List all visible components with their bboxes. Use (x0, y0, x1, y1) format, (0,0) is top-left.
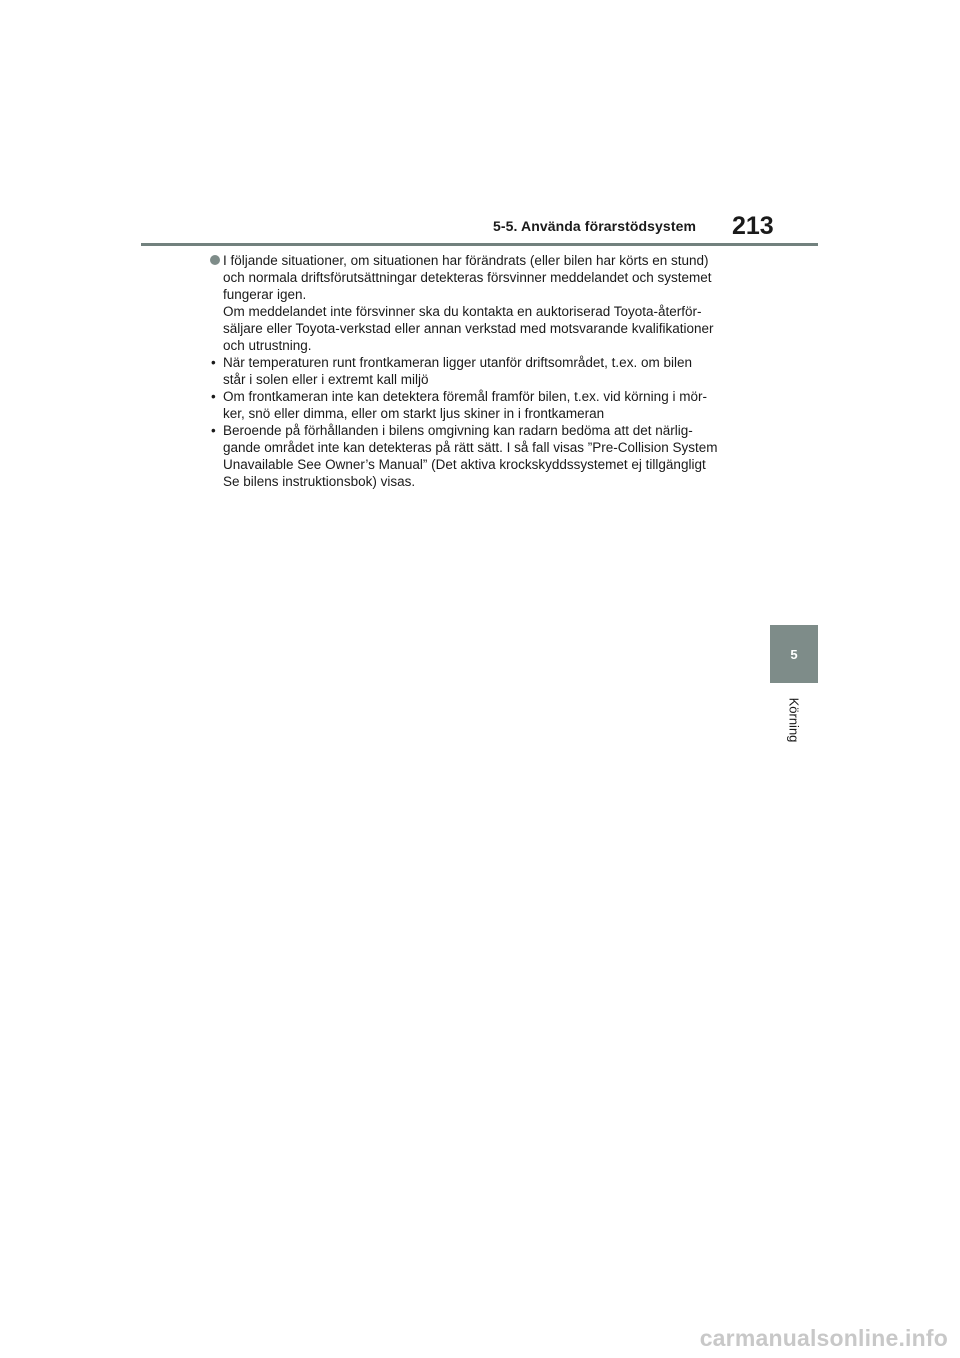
list-item-line: ker, snö eller dimma, eller om starkt ljus skiner in i frontkameran (223, 406, 605, 421)
page-content (210, 252, 750, 490)
watermark: carmanualsonline.info (699, 1325, 948, 1351)
list-item-line: gande området inte kan detekteras på rätt sätt. I så fall visas ”Pre-Collision System (223, 440, 718, 455)
chapter-number: 5 (790, 646, 798, 662)
list-item-line: Beroende på förhållanden i bilens omgivning kan radarn bedöma att det närlig- (223, 423, 693, 438)
section-title: 5-5. Använda förarstödsystem (493, 218, 697, 234)
note-line: fungerar igen. (223, 287, 307, 302)
page-number: 213 (732, 212, 774, 240)
list-item-line: När temperaturen runt frontkameran ligger utanför driftsområdet, t.ex. om bilen (223, 355, 692, 370)
list-item-line: Unavailable See Owner’s Manual” (Det aktiva krockskyddssystemet ej tillgängligt (223, 457, 706, 472)
bullet-icon: • (211, 423, 216, 438)
list-item-line: står i solen eller i extremt kall miljö (223, 372, 429, 387)
bullet-icon: • (211, 389, 216, 404)
circle-bullet-icon (210, 255, 220, 265)
list-item (210, 422, 750, 490)
list-item (210, 354, 750, 388)
list-item-line: Se bilens instruktionsbok) visas. (223, 474, 416, 489)
bullet-icon: • (211, 355, 216, 370)
note-line: I följande situationer, om situationen har förändrats (eller bilen har körts en stund) (223, 253, 709, 268)
condition-list (210, 354, 750, 490)
list-item-line: Om frontkameran inte kan detektera föremål framför bilen, t.ex. vid körning i mör- (223, 389, 707, 404)
chapter-tab (770, 625, 818, 683)
list-item (210, 388, 750, 422)
note-block (210, 252, 750, 354)
note-line: Om meddelandet inte försvinner ska du kontakta en auktoriserad Toyota-återför- (223, 304, 702, 319)
chapter-label: Körning (786, 697, 802, 743)
note-line: och utrustning. (223, 338, 312, 353)
header-divider (141, 243, 818, 246)
note-line: säljare eller Toyota-verkstad eller annan verkstad med motsvarande kvalifikationer (223, 321, 714, 336)
note-line: och normala driftsförutsättningar detekteras försvinner meddelandet och systemet (223, 270, 712, 285)
